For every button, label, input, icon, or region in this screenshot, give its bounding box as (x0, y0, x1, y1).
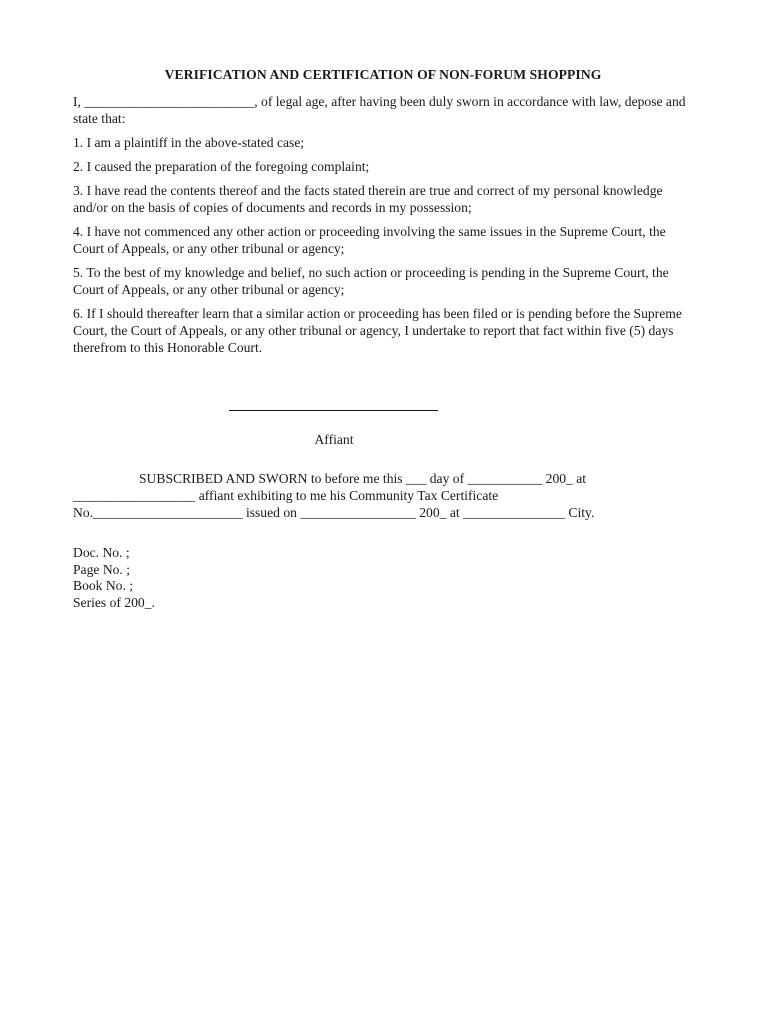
book-no: Book No. ; (73, 578, 134, 593)
paragraph-6: 6. If I should thereafter learn that a similar action or proceeding has been filed or is pending before the Supreme Court, the Court of Appeals, or any other tribunal or agency, I undertake to report that fact within five (5) days therefrom to this Honorable Court. (73, 306, 682, 355)
doc-no: Doc. No. ; (73, 545, 130, 560)
signature-line (229, 410, 438, 411)
affiant-label: Affiant (314, 432, 354, 447)
paragraph-3: 3. I have read the contents thereof and the facts stated therein are true and correct of my personal knowledge and/or on the basis of copies of documents and records in my possession; (73, 183, 663, 215)
jurat-line-1: SUBSCRIBED AND SWORN to before me this ___ day of ___________ 200_ at (139, 471, 587, 486)
paragraph-4: 4. I have not commenced any other action or proceeding involving the same issues in the Supreme Court, the Court of Appeals, or any other tribunal or agency; (73, 224, 666, 256)
document-page (73, 66, 693, 610)
jurat-line-3: No.______________________ issued on _________________ 200_ at _______________ City. (73, 505, 595, 520)
paragraph-5: 5. To the best of my knowledge and belief, no such action or proceeding is pending in the Supreme Court, the Court of Appeals, or any other tribunal or agency; (73, 265, 669, 297)
notarial-register (73, 545, 373, 611)
paragraph-2: 2. I caused the preparation of the foregoing complaint; (73, 159, 370, 174)
series: Series of 200_. (73, 594, 155, 610)
page-no: Page No. ; (73, 561, 131, 577)
document-title: VERIFICATION AND CERTIFICATION OF NON-FORUM SHOPPING (164, 67, 602, 82)
jurat-line-2: __________________ affiant exhibiting to me his Community Tax Certificate (73, 488, 499, 503)
signature-block (229, 410, 439, 448)
paragraph-1: 1. I am a plaintiff in the above-stated case; (73, 135, 305, 150)
jurat-section (73, 470, 693, 521)
intro-paragraph: I, _________________________, of legal age, after having been duly sworn in accordance with law, depose and state that: (73, 94, 686, 126)
